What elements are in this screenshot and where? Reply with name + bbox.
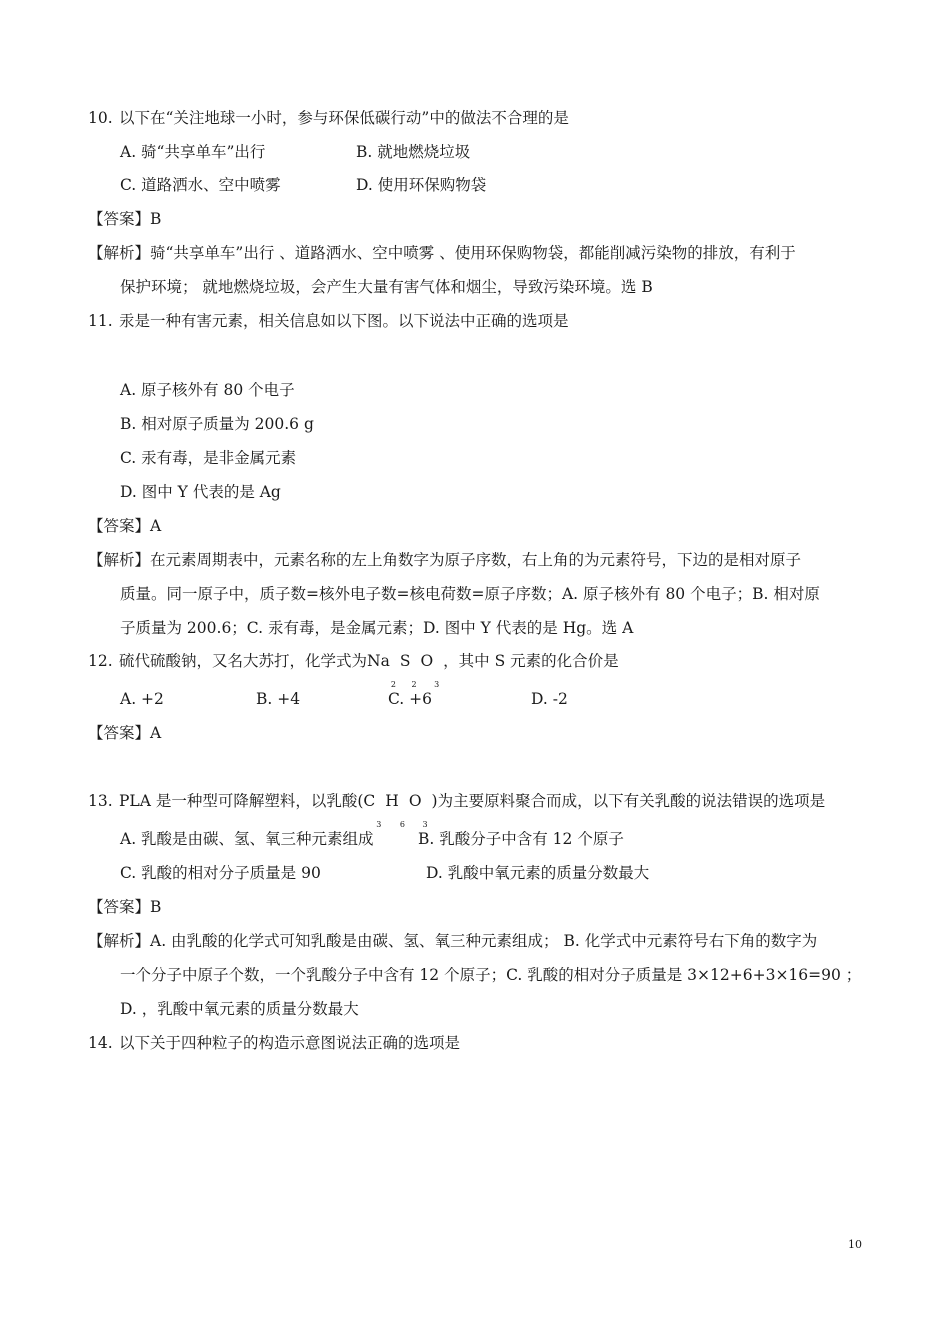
option-c: C. 道路洒水、空中喷雾 [120, 176, 281, 194]
answer: 【答案】A [88, 724, 162, 742]
question-stem: )为主要原料聚合而成，以下有关乳酸的说法错误的选项是 [431, 792, 826, 810]
chemical-formula [367, 652, 443, 689]
analysis-line: D. ，乳酸中氧元素的质量分数最大 [120, 1000, 359, 1018]
q12-stem-line [88, 651, 619, 689]
option-c: C. 汞有毒，是非金属元素 [120, 449, 297, 467]
analysis-line: 【解析】A. 由乳酸的化学式可知乳酸是由碳、氢、氧三种元素组成； B. 化学式中元素符号右下角的数字为 [88, 932, 818, 950]
answer: 【答案】B [88, 898, 162, 916]
option-a: A. +2 [120, 690, 164, 708]
analysis-line: 子质量为 200.6；C. 汞有毒，是金属元素；D. 图中 Y 代表的是 Hg。选 A [120, 619, 634, 637]
question-stem: 以下在“关注地球一小时，参与环保低碳行动”中的做法不合理的是 [119, 109, 569, 127]
question-stem: 以下关于四种粒子的构造示意图说法正确的选项是 [119, 1034, 461, 1052]
formula-element: C [363, 792, 376, 810]
formula-element: O [408, 792, 422, 810]
question-stem: PLA 是一种型可降解塑料，以乳酸( [119, 792, 364, 810]
analysis-line: 质量。同一原子中，质子数=核外电子数=核电荷数=原子序数；A. 原子核外有 80 个电子；B. 相对原 [120, 585, 820, 603]
answer: 【答案】A [88, 517, 162, 535]
question-stem: ，其中 S 元素的化合价是 [443, 652, 619, 670]
analysis-line: 保护环境； 就地燃烧垃圾，会产生大量有害气体和烟尘，导致污染环境。选 B [120, 278, 653, 296]
analysis-line: 一个分子中原子个数，一个乳酸分子中含有 12 个原子；C. 乳酸的相对分子质量是 3×12+6+3×16=90 ； [120, 966, 862, 984]
q14-stem-line [88, 1033, 460, 1053]
formula-subscript: 2 [411, 680, 417, 689]
formula-subscript: 3 [434, 680, 440, 689]
option-c: C. +6 [388, 690, 433, 708]
option-c: C. 乳酸的相对分子质量是 90 [120, 864, 321, 882]
answer: 【答案】B [88, 210, 162, 228]
option-b: B. 乳酸分子中含有 12 个原子 [418, 830, 624, 848]
question-number: 10. [88, 109, 113, 127]
formula-element: S [399, 652, 411, 670]
q13-stem-line [88, 791, 826, 829]
option-d: D. 使用环保购物袋 [356, 176, 487, 194]
option-b: B. +4 [256, 690, 301, 708]
question-stem: 硫代硫酸钠，又名大苏打，化学式为 [119, 652, 368, 670]
option-b: B. 就地燃烧垃圾 [356, 143, 471, 161]
option-b: B. 相对原子质量为 200.6 g [120, 415, 314, 433]
option-d: D. 乳酸中氧元素的质量分数最大 [426, 864, 650, 882]
question-number: 12. [88, 652, 113, 670]
option-a: A. 骑“共享单车”出行 [120, 143, 266, 161]
question-number: 14. [88, 1034, 113, 1052]
option-a: A. 乳酸是由碳、氢、氧三种元素组成 [120, 830, 374, 848]
chemical-formula [363, 792, 431, 829]
question-number: 13. [88, 792, 113, 810]
analysis-line: 【解析】骑“共享单车”出行 、道路洒水、空中喷雾 、使用环保购物袋，都能削减污染物的排放，有利于 [88, 244, 796, 262]
formula-element: Na [367, 652, 390, 670]
formula-subscript: 2 [390, 680, 396, 689]
formula-subscript: 3 [376, 820, 382, 829]
analysis-line: 【解析】在元素周期表中，元素名称的左上角数字为原子序数，右上角的为元素符号，下边的是相对原子 [88, 551, 802, 569]
formula-element: H [385, 792, 399, 810]
option-a: A. 原子核外有 80 个电子 [120, 381, 295, 399]
formula-subscript: 6 [399, 820, 405, 829]
formula-subscript: 3 [422, 820, 428, 829]
option-d: D. -2 [531, 690, 568, 708]
page-number: 10 [848, 1238, 862, 1251]
option-d: D. 图中 Y 代表的是 Ag [120, 483, 281, 501]
q10-stem-line [88, 108, 569, 128]
question-stem: 汞是一种有害元素，相关信息如以下图。以下说法中正确的选项是 [119, 312, 569, 330]
formula-element: O [420, 652, 434, 670]
question-number: 11. [88, 312, 113, 330]
q11-stem-line [88, 311, 569, 331]
